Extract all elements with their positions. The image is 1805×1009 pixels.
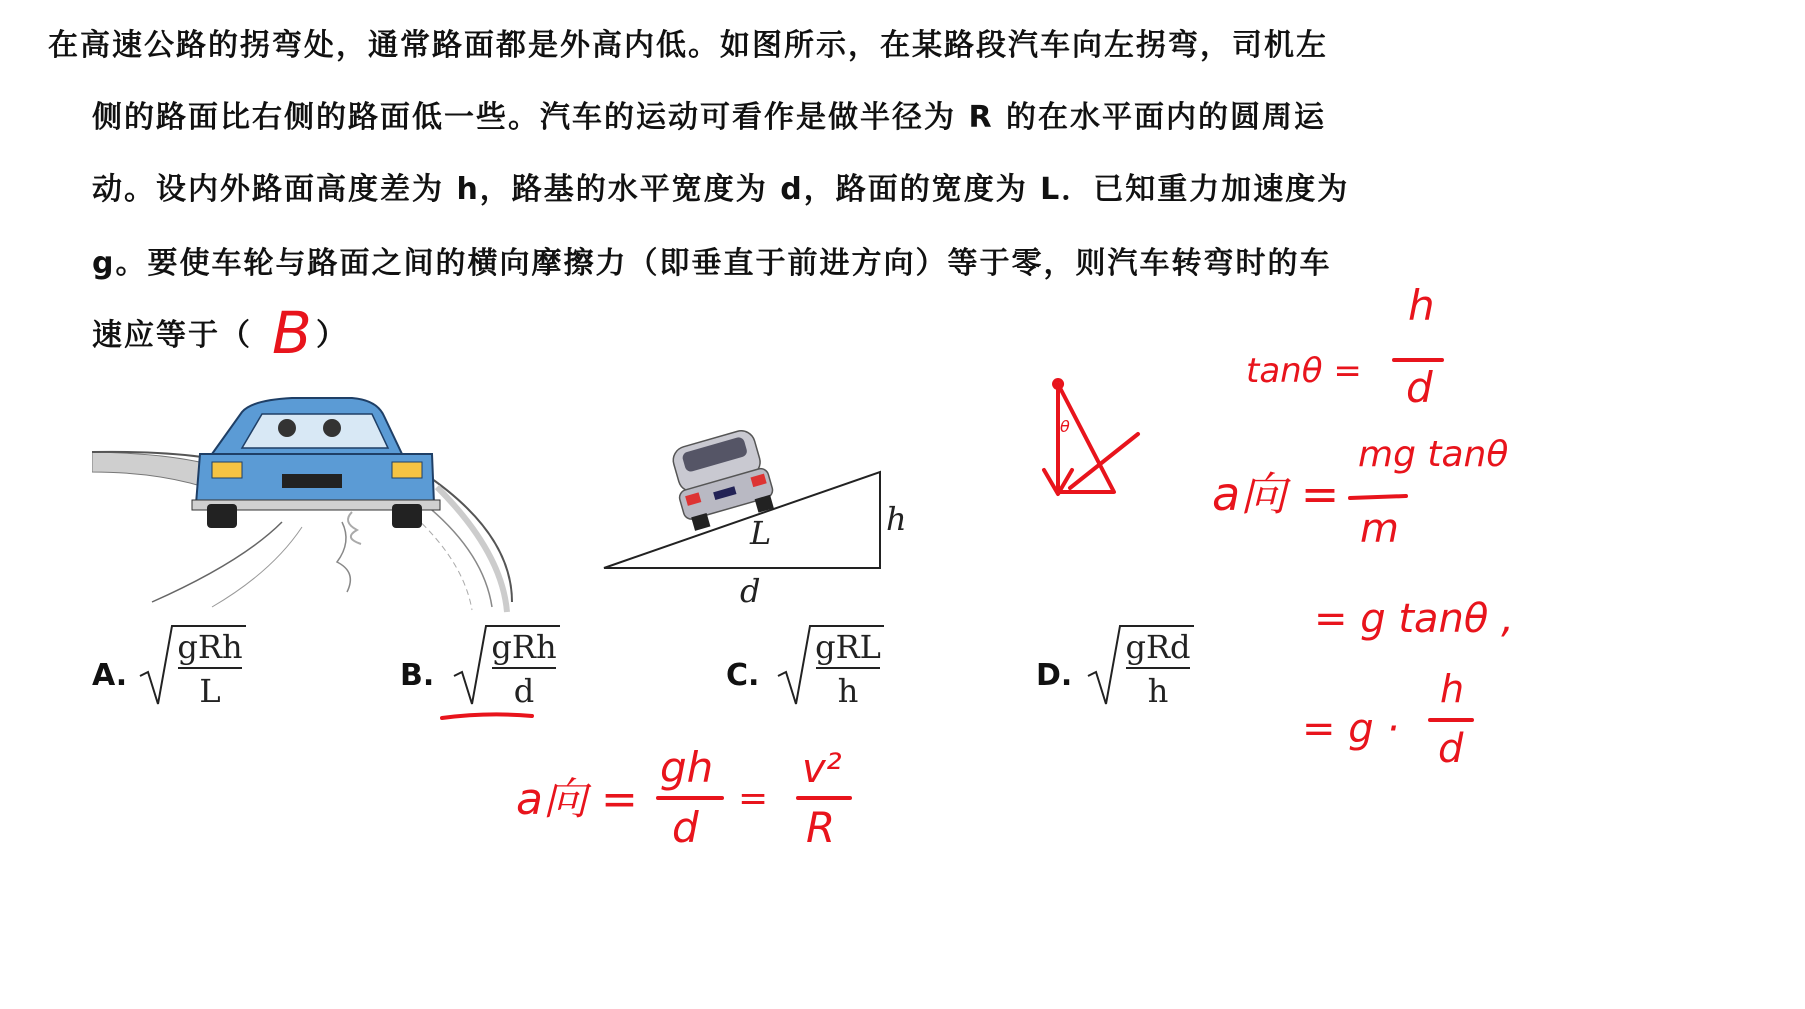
question-line-2: 侧的路面比右侧的路面低一些。汽车的运动可看作是做半径为 R 的在水平面内的圆周运 — [92, 100, 1326, 135]
option-b-numerator: gRh — [491, 628, 557, 666]
bottom-equals: = — [738, 778, 769, 819]
bottom-R-denominator: R — [806, 803, 836, 852]
option-d-denominator: h — [1147, 672, 1169, 710]
answer-close-paren: ） — [316, 318, 348, 353]
step2-denominator: d — [1438, 726, 1464, 772]
handwritten-derivation — [1210, 270, 1520, 780]
tan-label: tanθ = — [1246, 351, 1362, 391]
car-road-illustration — [92, 392, 532, 614]
option-d-letter: D. — [1036, 658, 1073, 693]
step1-expression: = g tanθ , — [1314, 596, 1514, 642]
theta-mark: θ — [1060, 417, 1070, 436]
bottom-v2-numerator: v² — [802, 746, 842, 792]
handwritten-answer: B — [272, 299, 312, 367]
option-c-denominator: h — [837, 672, 859, 710]
option-c-formula — [776, 620, 886, 720]
step2-expression: = g · — [1302, 706, 1400, 752]
a-label: a向 = — [1212, 467, 1340, 521]
option-a-numerator: gRh — [177, 628, 243, 666]
incline-label-L: L — [750, 514, 772, 552]
option-b-formula — [452, 620, 562, 720]
step2-numerator: h — [1440, 667, 1465, 711]
question-line-1: 在高速公路的拐弯处，通常路面都是外高内低。如图所示，在某路段汽车向左拐弯，司机左 — [48, 28, 1328, 63]
option-a-denominator: L — [199, 672, 221, 710]
option-b-denominator: d — [513, 672, 535, 710]
option-a-letter: A. — [92, 658, 128, 693]
incline-diagram — [600, 420, 930, 610]
incline-label-h: h — [886, 500, 907, 538]
handwritten-force-triangle — [1030, 370, 1150, 520]
a-numerator: mg tanθ — [1358, 434, 1509, 475]
bottom-a-label: a向 = — [516, 774, 638, 825]
option-c-numerator: gRL — [815, 628, 881, 666]
option-c-letter: C. — [726, 658, 760, 693]
tan-denominator: d — [1406, 363, 1433, 412]
option-d-formula — [1086, 620, 1196, 720]
a-denominator: m — [1360, 506, 1399, 552]
question-line-3: 动。设内外路面高度差为 h，路基的水平宽度为 d，路面的宽度为 L．已知重力加速度为 — [92, 172, 1350, 207]
tan-numerator: h — [1408, 281, 1435, 330]
option-a-formula — [138, 620, 248, 720]
option-d-numerator: gRd — [1125, 628, 1191, 666]
bottom-d-denominator: d — [672, 803, 699, 852]
option-b-underline-mark — [438, 706, 538, 726]
incline-label-d: d — [740, 572, 761, 610]
question-line-4: g。要使车轮与路面之间的横向摩擦力（即垂直于前进方向）等于零，则汽车转弯时的车 — [92, 246, 1332, 281]
question-line-5: 速应等于（ — [92, 318, 252, 353]
handwritten-bottom-equation — [510, 730, 890, 860]
option-b-letter: B. — [400, 658, 435, 693]
bottom-gh-numerator: gh — [660, 743, 714, 792]
